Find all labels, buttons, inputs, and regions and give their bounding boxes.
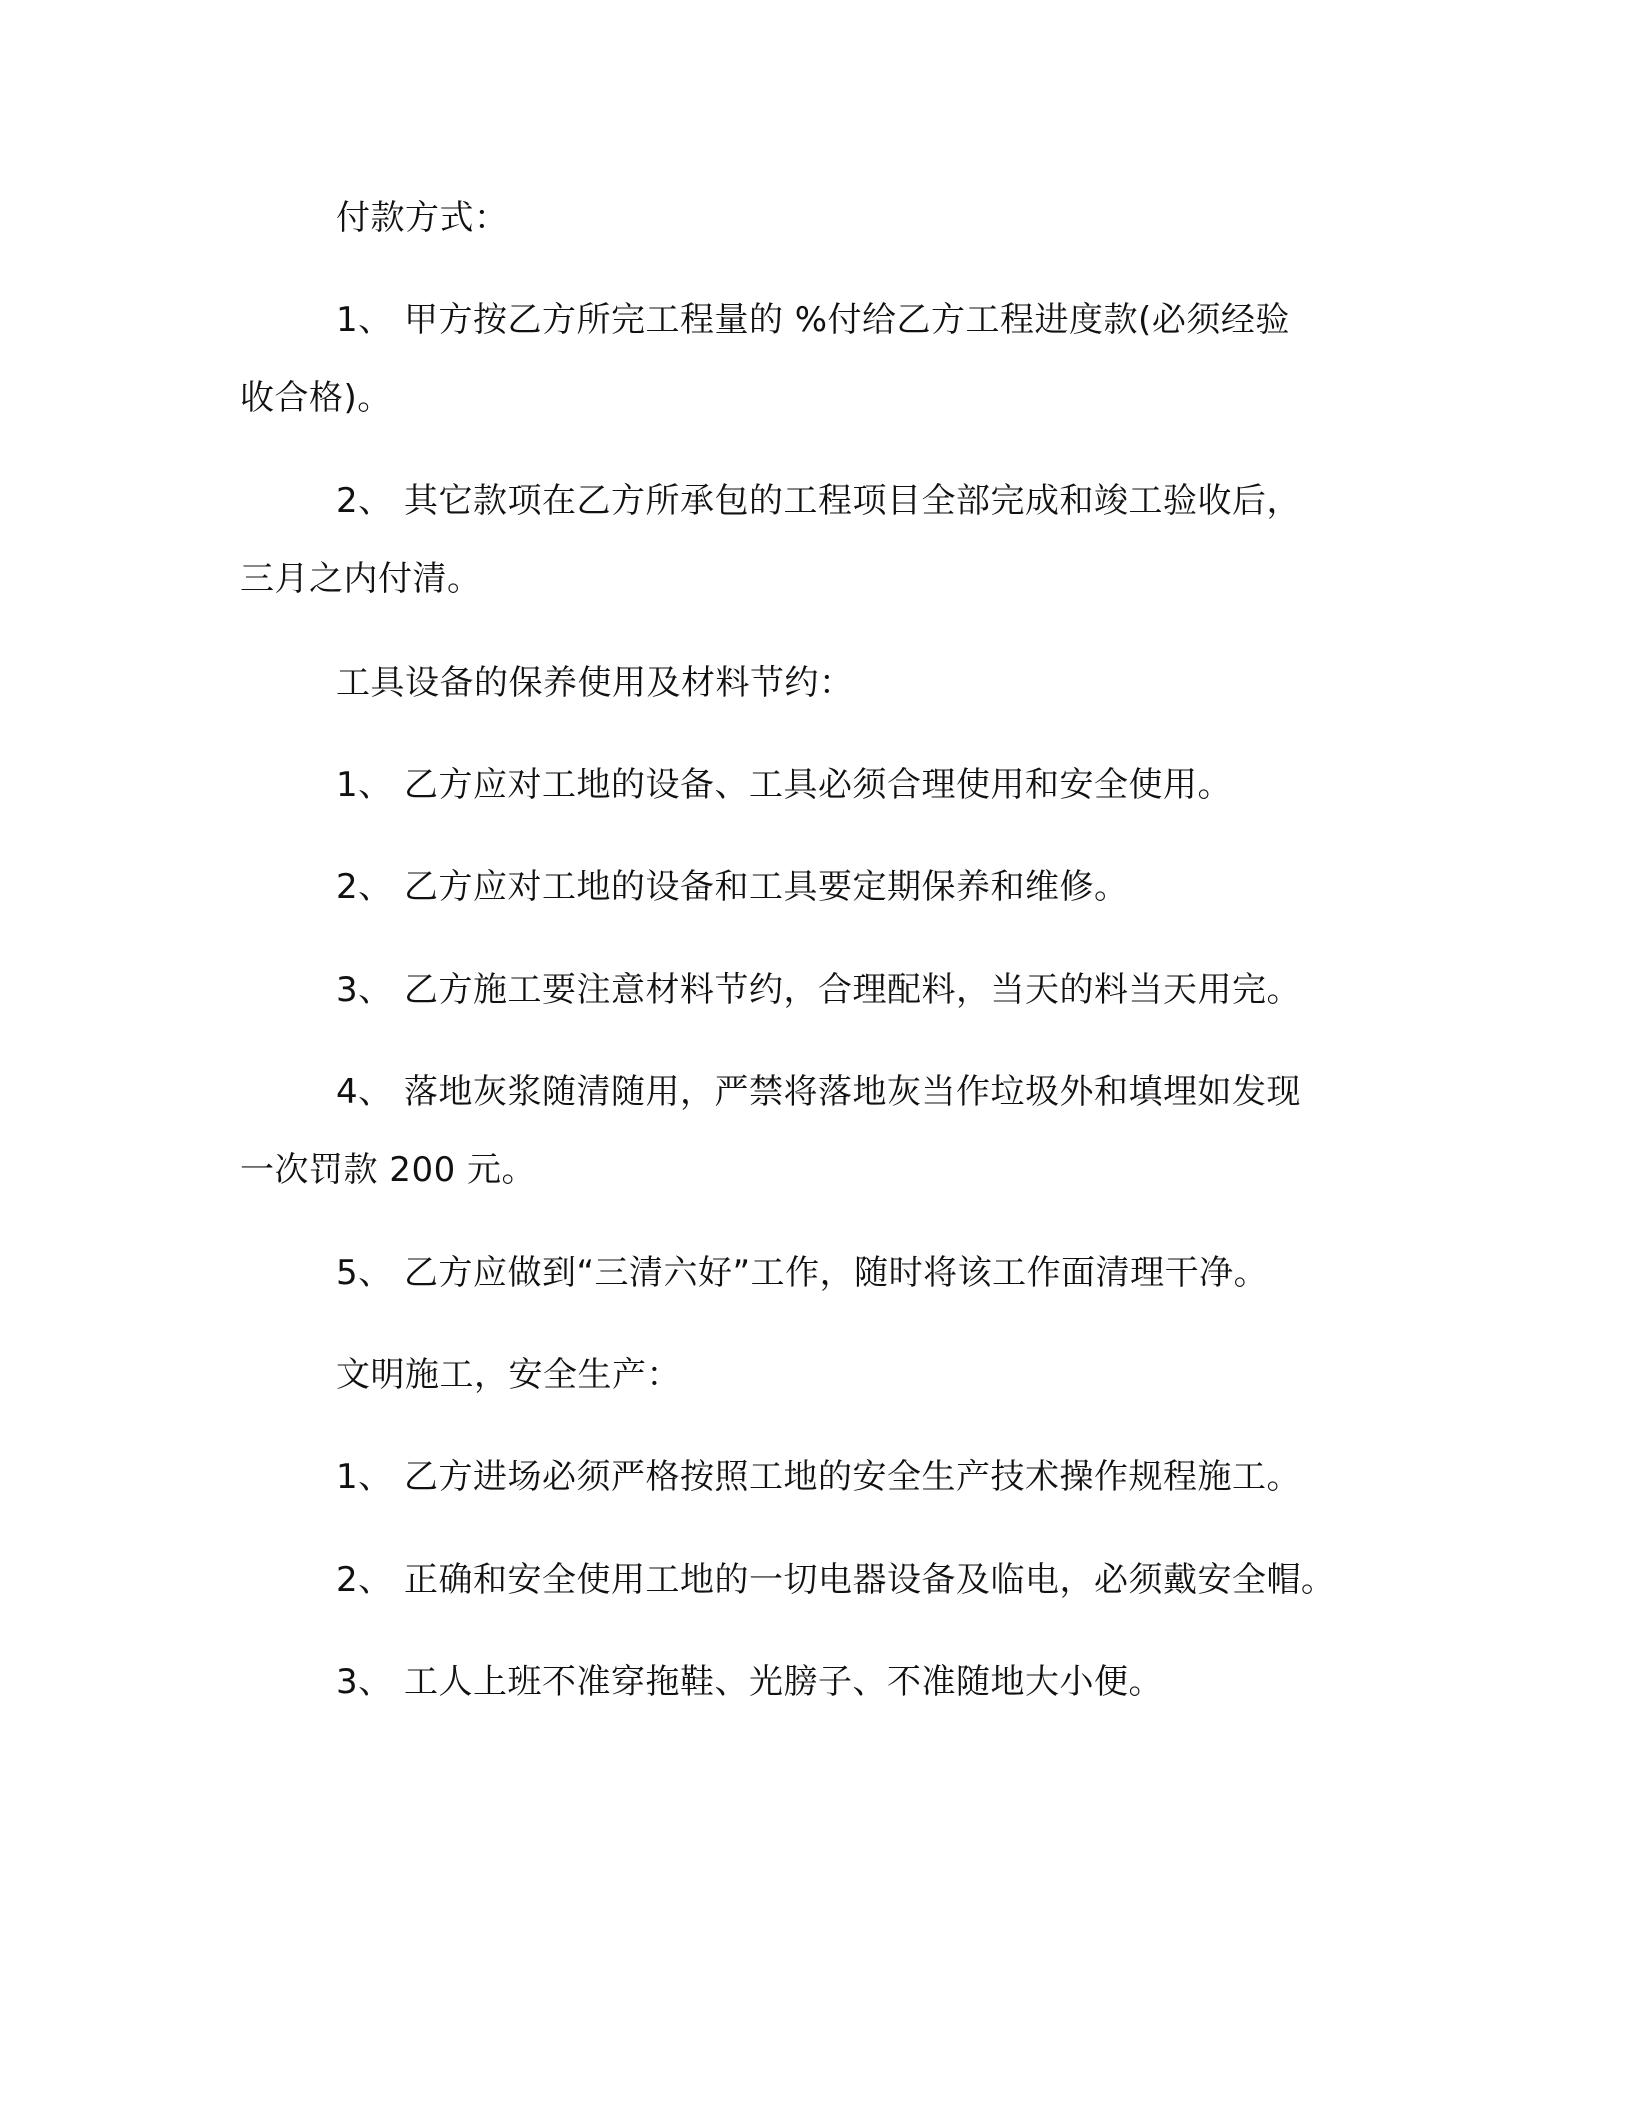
paragraph-payment-2 [240, 462, 1420, 618]
paragraph-tools-2 [240, 848, 1420, 926]
heading-civilized-construction [240, 1336, 1420, 1414]
paragraph-line: 2、 其它款项在乙方所承包的工程项目全部完成和竣工验收后， [336, 481, 1301, 521]
paragraph-line: 一次罚款 200 元。 [240, 1150, 537, 1190]
paragraph-line: 4、 落地灰浆随清随用，严禁将落地灰当作垃圾外和填埋如发现 [336, 1072, 1301, 1112]
paragraph-line: 3、 乙方施工要注意材料节约，合理配料，当天的料当天用完。 [336, 970, 1301, 1010]
paragraph-safety-2 [240, 1541, 1420, 1619]
paragraph-tools-3 [240, 951, 1420, 1029]
paragraph-line: 3、 工人上班不准穿拖鞋、光膀子、不准随地大小便。 [336, 1662, 1163, 1702]
paragraph-safety-1 [240, 1438, 1420, 1516]
paragraph-line: 2、 乙方应对工地的设备和工具要定期保养和维修。 [336, 867, 1129, 907]
paragraph-payment-1 [240, 281, 1420, 437]
paragraph-line: 2、 正确和安全使用工地的一切电器设备及临电，必须戴安全帽。 [336, 1560, 1336, 1600]
paragraph-line: 1、 乙方应对工地的设备、工具必须合理使用和安全使用。 [336, 765, 1232, 805]
paragraph-line: 1、 乙方进场必须严格按照工地的安全生产技术操作规程施工。 [336, 1457, 1301, 1497]
heading-payment-method [240, 179, 1420, 257]
heading-tools-equipment [240, 644, 1420, 722]
paragraph-line: 工具设备的保养使用及材料节约： [336, 663, 854, 703]
paragraph-line: 收合格)。 [240, 378, 392, 418]
paragraph-tools-5 [240, 1234, 1420, 1312]
paragraph-tools-1 [240, 746, 1420, 824]
paragraph-line: 付款方式： [336, 198, 509, 238]
paragraph-line: 1、 甲方按乙方所完工程量的 %付给乙方工程进度款(必须经验 [336, 300, 1290, 340]
paragraph-line: 5、 乙方应做到“三清六好”工作，随时将该工作面清理干净。 [336, 1253, 1269, 1293]
paragraph-line: 三月之内付清。 [240, 559, 482, 599]
paragraph-line: 文明施工，安全生产： [336, 1355, 681, 1395]
paragraph-tools-4 [240, 1053, 1420, 1209]
paragraph-safety-3 [240, 1643, 1420, 1721]
